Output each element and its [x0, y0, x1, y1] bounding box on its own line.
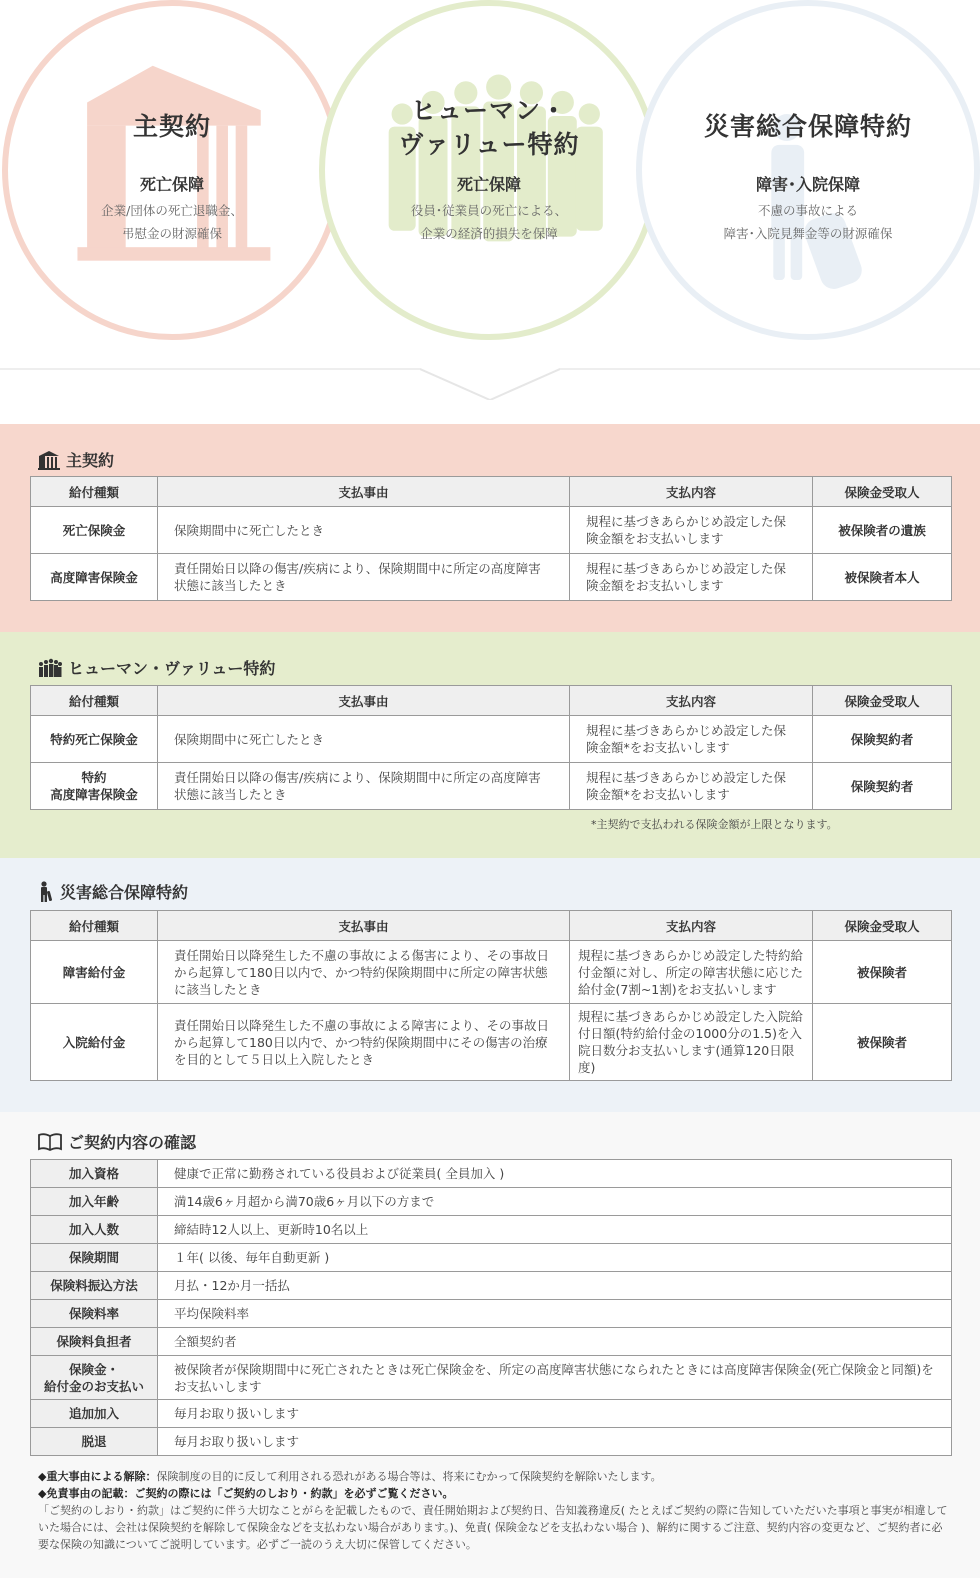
- circle-desc-line: 企業の経済的損失を保障: [420, 226, 558, 241]
- section-heading: [38, 1130, 196, 1153]
- table-row: [31, 1188, 952, 1216]
- circle-main-contract: [2, 0, 342, 340]
- row-value: 毎月お取り扱いします: [158, 1428, 952, 1456]
- circle-desc-line: 企業/団体の死亡退職金、: [101, 203, 243, 218]
- row-label: 追加加入: [31, 1400, 158, 1428]
- note-label: ◆重大事由による解除：: [38, 1470, 157, 1483]
- circle-title: 主契約: [132, 112, 211, 141]
- section-title: ご契約内容の確認: [68, 1133, 197, 1152]
- chevron-down-icon: [420, 368, 560, 400]
- contract-confirmation-table: [30, 1159, 952, 1456]
- header-cell: 保険金受取人: [813, 477, 952, 507]
- table-header-row: [31, 477, 952, 507]
- payment-content: 規程に基づきあらかじめ設定した入院給付日額(特約給付金の1000分の1.5)を入院日数分お支払いします(通算120日限度): [570, 1004, 813, 1081]
- circle-title: ヒューマン・: [410, 96, 567, 125]
- injured-person-icon: [38, 881, 54, 903]
- people-group-icon: [38, 658, 62, 678]
- building-icon: [8, 6, 336, 334]
- header-cell: 保険金受取人: [813, 911, 952, 941]
- benefit-type: 死亡保険金: [31, 507, 158, 554]
- header-cell: 支払内容: [570, 477, 813, 507]
- hero-section: [0, 0, 980, 400]
- main-contract-table: [30, 476, 952, 601]
- payment-content: 規程に基づきあらかじめ設定した保険金額*をお支払いします: [570, 716, 813, 763]
- row-value: 健康で正常に勤務されている役員および従業員( 全員加入 ): [158, 1160, 952, 1188]
- benefit-type: [31, 763, 158, 810]
- benefit-type-line: 特約: [81, 770, 107, 785]
- recipient: 被保険者: [813, 941, 952, 1004]
- header-cell: 支払事由: [158, 477, 570, 507]
- payment-reason: 保険期間中に死亡したとき: [158, 507, 570, 554]
- payment-reason: 保険期間中に死亡したとき: [158, 716, 570, 763]
- hv-rider-section: [0, 632, 980, 858]
- notes: [38, 1468, 948, 1553]
- circle-desc-line: 不慮の事故による: [757, 203, 858, 218]
- row-label: 脱退: [31, 1428, 158, 1456]
- table-row: [31, 1272, 952, 1300]
- people-group-icon: [325, 6, 653, 334]
- circle-title: 災害総合保障特約: [703, 112, 912, 141]
- section-heading: [38, 880, 188, 903]
- table-row: [31, 507, 952, 554]
- header-cell: 支払内容: [570, 911, 813, 941]
- payment-content: 規程に基づきあらかじめ設定した保険金額をお支払いします: [570, 554, 813, 601]
- table-row: [31, 941, 952, 1004]
- row-value: 締結時12人以上、更新時10名以上: [158, 1216, 952, 1244]
- benefit-type: 入院給付金: [31, 1004, 158, 1081]
- header-cell: 給付種類: [31, 686, 158, 716]
- recipient: 被保険者本人: [813, 554, 952, 601]
- row-value: １年( 以後、毎年自動更新 ): [158, 1244, 952, 1272]
- circle-subtitle: 死亡保障: [456, 175, 521, 194]
- row-label: 保険料率: [31, 1300, 158, 1328]
- benefit-type: 障害給付金: [31, 941, 158, 1004]
- table-row: [31, 554, 952, 601]
- main-contract-section: [0, 424, 980, 632]
- table-row: [31, 1328, 952, 1356]
- circle-title: ヴァリュー特約: [398, 130, 580, 159]
- row-label-line: 保険金・: [68, 1361, 119, 1377]
- circle-desc-line: 役員･従業員の死亡による、: [410, 203, 568, 218]
- table-row: [31, 1244, 952, 1272]
- payment-reason: 責任開始日以降発生した不慮の事故による傷害により、その事故日から起算して180日以内で、かつ特約保険期間中に所定の障害状態に該当したとき: [158, 941, 570, 1004]
- table-row: [31, 1400, 952, 1428]
- circle-subtitle: 死亡保障: [139, 175, 204, 194]
- note-text: 保険制度の目的に反して利用される恐れがある場合等は、将来にむかって保険契約を解除いたします。: [156, 1470, 662, 1483]
- table-row: [31, 1004, 952, 1081]
- benefit-type: 特約死亡保険金: [31, 716, 158, 763]
- payment-content: 規程に基づきあらかじめ設定した保険金額をお支払いします: [570, 507, 813, 554]
- header-cell: 支払事由: [158, 686, 570, 716]
- recipient: 被保険者の遺族: [813, 507, 952, 554]
- injured-person-icon: [642, 6, 974, 334]
- row-label: 加入人数: [31, 1216, 158, 1244]
- benefit-type: 高度障害保険金: [31, 554, 158, 601]
- row-value: 毎月お取り扱いします: [158, 1400, 952, 1428]
- header-cell: 給付種類: [31, 911, 158, 941]
- table-row: [31, 716, 952, 763]
- row-value: 満14歳6ヶ月超から満70歳6ヶ月以下の方まで: [158, 1188, 952, 1216]
- row-value: 全額契約者: [158, 1328, 952, 1356]
- circle-subtitle: 障害･入院保障: [755, 175, 860, 194]
- table-row: [31, 1216, 952, 1244]
- payment-content: 規程に基づきあらかじめ設定した保険金額*をお支払いします: [570, 763, 813, 810]
- table-header-row: [31, 911, 952, 941]
- recipient: 保険契約者: [813, 763, 952, 810]
- payment-reason: 責任開始日以降発生した不慮の事故による障害により、その事故日から起算して180日以内で、かつ特約保険期間中にその傷害の治療を目的として５日以上入院したとき: [158, 1004, 570, 1081]
- circle-desc-line: 障害･入院見舞金等の財源確保: [723, 226, 893, 241]
- payment-reason: 責任開始日以降の傷害/疾病により、保険期間中に所定の高度障害状態に該当したとき: [158, 554, 570, 601]
- section-heading: [38, 656, 275, 679]
- table-row: [31, 1300, 952, 1328]
- hv-rider-table: [30, 685, 952, 810]
- footnote: *主契約で支払われる保険金額が上限となります。: [591, 818, 838, 831]
- disaster-rider-table: [30, 910, 952, 1081]
- building-icon: [38, 450, 60, 470]
- table-row: [31, 1160, 952, 1188]
- recipient: 保険契約者: [813, 716, 952, 763]
- circle-disaster-rider: [636, 0, 980, 340]
- row-label: [31, 1356, 158, 1400]
- header-cell: 保険金受取人: [813, 686, 952, 716]
- disaster-rider-section: [0, 858, 980, 1112]
- section-heading: [38, 448, 114, 471]
- header-cell: 給付種類: [31, 477, 158, 507]
- note-exemption: ◆免責事由の記載：ご契約の際には「ご契約のしおり・約款」を必ずご覧ください。: [38, 1487, 454, 1500]
- table-header-row: [31, 686, 952, 716]
- section-title: ヒューマン・ヴァリュー特約: [68, 659, 276, 678]
- recipient: 被保険者: [813, 1004, 952, 1081]
- row-label: 加入年齢: [31, 1188, 158, 1216]
- row-label-line: 給付金のお支払い: [43, 1378, 144, 1394]
- header-cell: 支払内容: [570, 686, 813, 716]
- row-value: 被保険者が保険期間中に死亡されたときは死亡保険金を、所定の高度障害状態になられたときには高度障害保険金(死亡保険金と同額)をお支払いします: [158, 1356, 952, 1400]
- row-label: 保険料負担者: [31, 1328, 158, 1356]
- row-label: 保険料振込方法: [31, 1272, 158, 1300]
- table-row: [31, 1428, 952, 1456]
- table-row: [31, 763, 952, 810]
- payment-reason: 責任開始日以降の傷害/疾病により、保険期間中に所定の高度障害状態に該当したとき: [158, 763, 570, 810]
- benefit-type-line: 高度障害保険金: [50, 787, 138, 802]
- row-label: 加入資格: [31, 1160, 158, 1188]
- section-title: 主契約: [66, 451, 115, 470]
- row-value: 月払・12か月一括払: [158, 1272, 952, 1300]
- row-label: 保険期間: [31, 1244, 158, 1272]
- table-row: [31, 1356, 952, 1400]
- note-termination: [38, 1468, 948, 1485]
- note-detail: 「ご契約のしおり・約款」はご契約に伴う大切なことがらを記載したもので、責任開始期および契約日、告知義務違反( たとえばご契約の際に告知していただいた事項と事実が相違していた場合には、会社は保険契約を解除して保険金などを支払わない場合があります。)、免責( 保険金などを支払わない場合 )、解約に関するご注意、契約内容の変更など、ご契約者に必要な保険の知識についてご説明しています。必ずご一読のうえ大切に保管してください。: [38, 1504, 948, 1551]
- header-cell: 支払事由: [158, 911, 570, 941]
- circle-desc-line: 弔慰金の財源確保: [121, 226, 222, 241]
- row-value: 平均保険料率: [158, 1300, 952, 1328]
- section-title: 災害総合保障特約: [60, 883, 189, 902]
- circle-hv-rider: [319, 0, 659, 340]
- book-icon: [38, 1133, 62, 1151]
- payment-content: 規程に基づきあらかじめ設定した特約給付金額に対し、所定の障害状態に応じた給付金(7割~1割)をお支払いします: [570, 941, 813, 1004]
